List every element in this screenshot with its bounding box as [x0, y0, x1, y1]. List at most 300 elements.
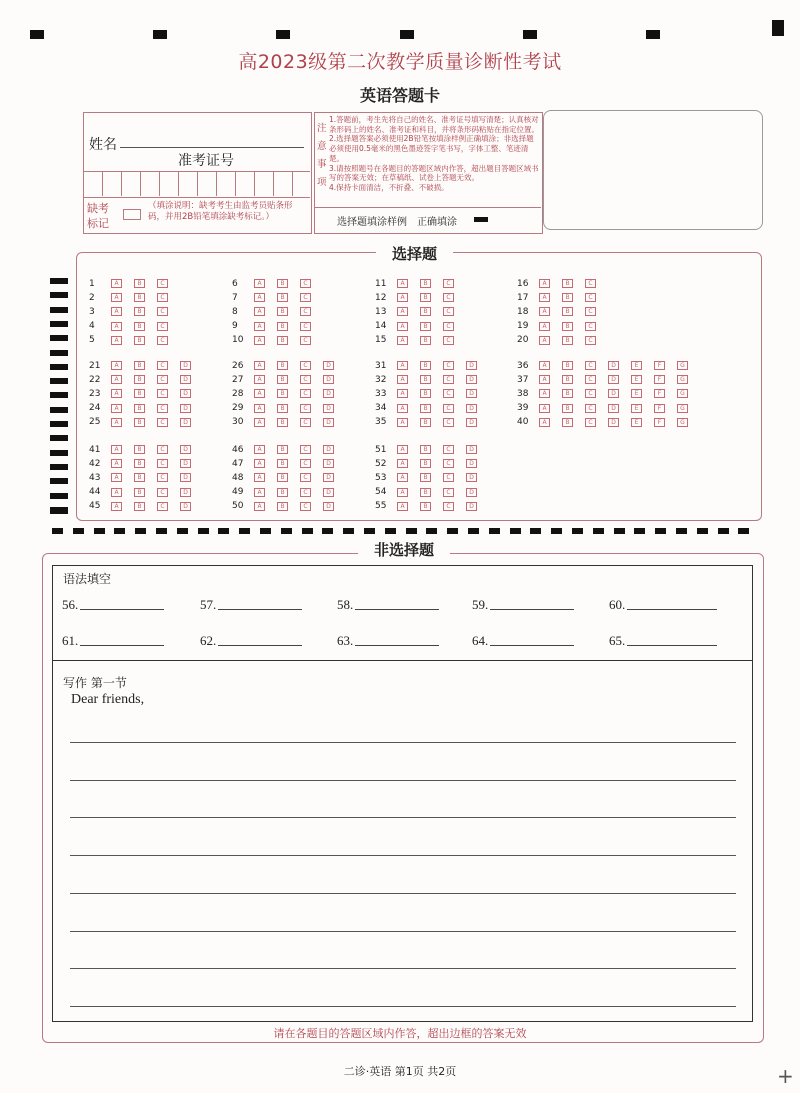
- exam-id-cell: [121, 171, 122, 196]
- question-number: 41: [89, 444, 101, 455]
- option-bubble[interactable]: B: [277, 293, 288, 302]
- option-bubble[interactable]: C: [443, 279, 454, 288]
- option-bubble[interactable]: A: [111, 307, 122, 316]
- option-bubble[interactable]: C: [157, 389, 168, 398]
- option-bubble[interactable]: C: [443, 445, 454, 454]
- option-bubble[interactable]: G: [677, 418, 688, 427]
- grammar-blank[interactable]: [472, 597, 574, 613]
- option-bubble[interactable]: D: [323, 459, 334, 468]
- grammar-blank[interactable]: [472, 633, 574, 649]
- option-bubble[interactable]: D: [608, 389, 619, 398]
- option-bubble[interactable]: B: [277, 445, 288, 454]
- option-bubble[interactable]: B: [134, 445, 145, 454]
- question-row: [375, 291, 466, 304]
- option-bubble[interactable]: B: [420, 307, 431, 316]
- option-bubble[interactable]: C: [300, 418, 311, 427]
- alignment-mark: [646, 30, 660, 39]
- option-bubble[interactable]: B: [134, 418, 145, 427]
- option-bubble[interactable]: C: [300, 473, 311, 482]
- question-number: 52: [375, 458, 387, 469]
- option-bubble[interactable]: D: [323, 473, 334, 482]
- option-bubble[interactable]: B: [420, 322, 431, 331]
- writing-line: [70, 855, 736, 856]
- option-bubble[interactable]: C: [585, 404, 596, 413]
- option-bubble[interactable]: D: [180, 361, 191, 370]
- exam-id-cell: [102, 171, 103, 196]
- option-bubble[interactable]: C: [157, 293, 168, 302]
- option-bubble[interactable]: C: [443, 361, 454, 370]
- option-bubble[interactable]: D: [466, 445, 477, 454]
- option-bubble[interactable]: B: [134, 361, 145, 370]
- writing-line: [70, 931, 736, 932]
- option-bubble[interactable]: D: [466, 389, 477, 398]
- option-bubble[interactable]: B: [134, 307, 145, 316]
- option-bubble[interactable]: C: [157, 375, 168, 384]
- notes-side-label: 注意事项: [317, 123, 327, 188]
- option-bubble[interactable]: B: [134, 488, 145, 497]
- option-bubble[interactable]: D: [466, 488, 477, 497]
- option-bubble[interactable]: C: [585, 322, 596, 331]
- option-bubble[interactable]: B: [134, 389, 145, 398]
- option-bubble[interactable]: A: [397, 336, 408, 345]
- option-bubble[interactable]: B: [420, 361, 431, 370]
- question-row: [517, 373, 700, 386]
- grammar-blank[interactable]: [337, 633, 439, 649]
- option-bubble[interactable]: B: [562, 307, 573, 316]
- option-bubble[interactable]: C: [443, 459, 454, 468]
- option-bubble[interactable]: A: [539, 361, 550, 370]
- option-bubble[interactable]: C: [157, 473, 168, 482]
- separator-dash: [302, 528, 313, 534]
- absent-checkbox[interactable]: [123, 209, 141, 220]
- option-bubble[interactable]: E: [631, 404, 642, 413]
- option-bubble[interactable]: D: [323, 361, 334, 370]
- option-bubble[interactable]: A: [111, 361, 122, 370]
- question-row: [375, 402, 489, 415]
- option-bubble[interactable]: D: [466, 375, 477, 384]
- option-bubble[interactable]: D: [466, 473, 477, 482]
- option-bubble[interactable]: D: [608, 361, 619, 370]
- option-bubble[interactable]: G: [677, 404, 688, 413]
- option-bubble[interactable]: C: [157, 502, 168, 511]
- option-bubble[interactable]: A: [111, 418, 122, 427]
- option-bubble[interactable]: B: [134, 502, 145, 511]
- option-bubble[interactable]: D: [180, 445, 191, 454]
- option-bubble[interactable]: D: [466, 418, 477, 427]
- option-bubble[interactable]: A: [111, 473, 122, 482]
- absent-note: （填涂说明：缺考考生由监考员贴条形码，并用2B铅笔填涂缺考标记。）: [148, 201, 293, 222]
- grammar-blank[interactable]: [200, 633, 302, 649]
- option-bubble[interactable]: B: [562, 361, 573, 370]
- option-bubble[interactable]: C: [300, 375, 311, 384]
- option-bubble[interactable]: A: [397, 418, 408, 427]
- option-bubble[interactable]: B: [562, 322, 573, 331]
- option-bubble[interactable]: C: [300, 322, 311, 331]
- option-bubble[interactable]: B: [277, 473, 288, 482]
- option-bubble[interactable]: C: [157, 404, 168, 413]
- option-bubble[interactable]: C: [443, 502, 454, 511]
- option-bubble[interactable]: A: [254, 293, 265, 302]
- option-bubble[interactable]: D: [466, 404, 477, 413]
- option-bubble[interactable]: B: [562, 375, 573, 384]
- option-bubble[interactable]: A: [111, 293, 122, 302]
- option-bubble[interactable]: A: [111, 389, 122, 398]
- option-bubble[interactable]: B: [420, 293, 431, 302]
- option-bubble[interactable]: C: [157, 445, 168, 454]
- option-bubble[interactable]: C: [157, 279, 168, 288]
- option-bubble[interactable]: B: [277, 336, 288, 345]
- option-bubble[interactable]: C: [443, 473, 454, 482]
- exam-id-cell: [178, 171, 179, 196]
- question-row: [517, 277, 608, 290]
- question-row: [375, 443, 489, 456]
- option-bubble[interactable]: F: [654, 361, 665, 370]
- option-bubble[interactable]: C: [157, 322, 168, 331]
- option-bubble[interactable]: A: [254, 473, 265, 482]
- option-bubble[interactable]: B: [562, 404, 573, 413]
- option-bubble[interactable]: B: [420, 279, 431, 288]
- option-bubble[interactable]: C: [443, 375, 454, 384]
- separator-dash: [614, 528, 625, 534]
- option-bubble[interactable]: B: [420, 502, 431, 511]
- question-row: [232, 500, 346, 513]
- option-bubble[interactable]: B: [277, 322, 288, 331]
- question-number: 28: [232, 388, 244, 399]
- option-bubble[interactable]: F: [654, 389, 665, 398]
- option-bubble[interactable]: D: [180, 404, 191, 413]
- option-bubble[interactable]: A: [539, 279, 550, 288]
- option-bubble[interactable]: D: [323, 445, 334, 454]
- separator-dash: [572, 528, 583, 534]
- option-bubble[interactable]: D: [466, 459, 477, 468]
- option-bubble[interactable]: A: [254, 322, 265, 331]
- question-row: [89, 500, 203, 513]
- option-bubble[interactable]: B: [277, 418, 288, 427]
- question-number: 35: [375, 417, 387, 428]
- option-bubble[interactable]: C: [443, 322, 454, 331]
- option-bubble[interactable]: D: [180, 502, 191, 511]
- option-bubble[interactable]: C: [157, 459, 168, 468]
- option-bubble[interactable]: E: [631, 418, 642, 427]
- option-bubble[interactable]: C: [443, 336, 454, 345]
- option-bubble[interactable]: C: [585, 375, 596, 384]
- option-bubble[interactable]: A: [254, 375, 265, 384]
- option-bubble[interactable]: B: [277, 459, 288, 468]
- question-number: 14: [375, 321, 387, 332]
- option-bubble[interactable]: E: [631, 375, 642, 384]
- option-bubble[interactable]: G: [677, 375, 688, 384]
- option-bubble[interactable]: A: [539, 336, 550, 345]
- timing-mark: [50, 335, 68, 341]
- timing-mark: [50, 450, 68, 456]
- option-bubble[interactable]: C: [443, 488, 454, 497]
- separator-dash: [52, 528, 63, 534]
- option-bubble[interactable]: B: [277, 389, 288, 398]
- option-bubble[interactable]: D: [180, 488, 191, 497]
- option-bubble[interactable]: C: [300, 293, 311, 302]
- option-bubble[interactable]: C: [585, 336, 596, 345]
- notes-list: [329, 115, 539, 193]
- option-bubble[interactable]: C: [300, 445, 311, 454]
- option-bubble[interactable]: B: [420, 404, 431, 413]
- question-row: [232, 359, 346, 372]
- option-bubble[interactable]: B: [277, 404, 288, 413]
- option-bubble[interactable]: C: [157, 361, 168, 370]
- question-number: 8: [232, 306, 238, 317]
- option-bubble[interactable]: A: [254, 307, 265, 316]
- question-row: [375, 471, 489, 484]
- option-bubble[interactable]: A: [254, 336, 265, 345]
- option-bubble[interactable]: B: [134, 322, 145, 331]
- option-bubble[interactable]: C: [443, 418, 454, 427]
- option-bubble[interactable]: D: [466, 361, 477, 370]
- option-bubble[interactable]: B: [420, 459, 431, 468]
- option-bubble[interactable]: E: [631, 389, 642, 398]
- option-bubble[interactable]: C: [300, 279, 311, 288]
- option-bubble[interactable]: A: [539, 418, 550, 427]
- option-bubble[interactable]: B: [277, 307, 288, 316]
- timing-mark: [50, 464, 68, 470]
- option-bubble[interactable]: A: [397, 502, 408, 511]
- question-row: [232, 277, 323, 290]
- option-bubble[interactable]: D: [323, 389, 334, 398]
- grammar-blank[interactable]: [62, 633, 164, 649]
- option-bubble[interactable]: A: [397, 459, 408, 468]
- option-bubble[interactable]: A: [254, 502, 265, 511]
- option-bubble[interactable]: A: [397, 404, 408, 413]
- option-bubble[interactable]: B: [277, 502, 288, 511]
- option-bubble[interactable]: A: [111, 322, 122, 331]
- option-bubble[interactable]: D: [323, 404, 334, 413]
- question-number: 24: [89, 403, 101, 414]
- option-bubble[interactable]: A: [397, 445, 408, 454]
- option-bubble[interactable]: B: [562, 336, 573, 345]
- option-bubble[interactable]: B: [134, 375, 145, 384]
- blank-number: 64.: [472, 633, 489, 648]
- question-row: [375, 486, 489, 499]
- option-bubble[interactable]: C: [585, 361, 596, 370]
- option-bubble[interactable]: C: [300, 336, 311, 345]
- option-bubble[interactable]: D: [608, 375, 619, 384]
- option-bubble[interactable]: G: [677, 389, 688, 398]
- option-bubble[interactable]: A: [539, 322, 550, 331]
- question-row: [232, 402, 346, 415]
- option-bubble[interactable]: D: [323, 502, 334, 511]
- separator-dash: [697, 528, 708, 534]
- option-bubble[interactable]: C: [157, 488, 168, 497]
- option-bubble[interactable]: B: [134, 473, 145, 482]
- option-bubble[interactable]: A: [111, 445, 122, 454]
- option-bubble[interactable]: A: [111, 375, 122, 384]
- option-bubble[interactable]: D: [323, 488, 334, 497]
- option-bubble[interactable]: A: [539, 389, 550, 398]
- question-number: 19: [517, 321, 529, 332]
- option-bubble[interactable]: B: [562, 279, 573, 288]
- question-number: 54: [375, 487, 387, 498]
- option-bubble[interactable]: A: [397, 488, 408, 497]
- question-number: 15: [375, 335, 387, 346]
- separator-dash: [655, 528, 666, 534]
- option-bubble[interactable]: A: [397, 307, 408, 316]
- option-bubble[interactable]: B: [134, 336, 145, 345]
- option-bubble[interactable]: C: [443, 307, 454, 316]
- option-bubble[interactable]: D: [180, 389, 191, 398]
- option-bubble[interactable]: B: [420, 389, 431, 398]
- timing-mark: [50, 421, 68, 427]
- option-bubble[interactable]: C: [300, 488, 311, 497]
- question-row: [89, 387, 203, 400]
- option-bubble[interactable]: A: [254, 404, 265, 413]
- option-bubble[interactable]: C: [443, 404, 454, 413]
- option-bubble[interactable]: C: [585, 279, 596, 288]
- option-bubble[interactable]: A: [397, 361, 408, 370]
- option-bubble[interactable]: A: [539, 404, 550, 413]
- exam-id-cell: [292, 171, 293, 196]
- option-bubble[interactable]: C: [585, 307, 596, 316]
- option-bubble[interactable]: A: [254, 459, 265, 468]
- option-bubble[interactable]: A: [397, 375, 408, 384]
- option-bubble[interactable]: A: [539, 293, 550, 302]
- grammar-blank[interactable]: [62, 597, 164, 613]
- option-bubble[interactable]: B: [277, 375, 288, 384]
- question-row: [232, 373, 346, 386]
- option-bubble[interactable]: C: [300, 459, 311, 468]
- option-bubble[interactable]: C: [157, 336, 168, 345]
- option-bubble[interactable]: D: [608, 404, 619, 413]
- option-bubble[interactable]: B: [134, 279, 145, 288]
- option-bubble[interactable]: B: [420, 336, 431, 345]
- option-bubble[interactable]: A: [397, 389, 408, 398]
- alignment-mark: [772, 20, 784, 36]
- grammar-blank[interactable]: [609, 597, 717, 613]
- option-bubble[interactable]: E: [631, 361, 642, 370]
- writing-line: [70, 968, 736, 969]
- option-bubble[interactable]: A: [397, 473, 408, 482]
- question-row: [89, 402, 203, 415]
- option-bubble[interactable]: A: [111, 336, 122, 345]
- sample-label: 选择题填涂样例: [337, 217, 407, 228]
- option-bubble[interactable]: D: [466, 502, 477, 511]
- option-bubble[interactable]: A: [254, 361, 265, 370]
- question-row: [375, 277, 466, 290]
- option-bubble[interactable]: C: [443, 293, 454, 302]
- option-bubble[interactable]: A: [111, 404, 122, 413]
- option-bubble[interactable]: C: [300, 307, 311, 316]
- question-number: 32: [375, 374, 387, 385]
- name-field[interactable]: [120, 147, 304, 148]
- option-bubble[interactable]: B: [134, 293, 145, 302]
- question-row: [517, 334, 608, 347]
- timing-mark: [50, 378, 68, 384]
- writing-divider: [52, 660, 752, 661]
- option-bubble[interactable]: C: [300, 361, 311, 370]
- timing-mark: [50, 321, 68, 327]
- timing-mark: [50, 307, 68, 313]
- option-bubble[interactable]: D: [180, 473, 191, 482]
- option-bubble[interactable]: C: [585, 293, 596, 302]
- question-number: 50: [232, 501, 244, 512]
- option-bubble[interactable]: D: [323, 375, 334, 384]
- question-row: [89, 416, 203, 429]
- option-bubble[interactable]: D: [180, 375, 191, 384]
- option-bubble[interactable]: A: [254, 279, 265, 288]
- option-bubble[interactable]: A: [111, 279, 122, 288]
- option-bubble[interactable]: G: [677, 361, 688, 370]
- question-number: 25: [89, 417, 101, 428]
- option-bubble[interactable]: B: [420, 445, 431, 454]
- option-bubble[interactable]: C: [443, 389, 454, 398]
- option-bubble[interactable]: A: [254, 445, 265, 454]
- option-bubble[interactable]: B: [277, 361, 288, 370]
- option-bubble[interactable]: D: [180, 459, 191, 468]
- option-bubble[interactable]: A: [397, 322, 408, 331]
- option-bubble[interactable]: B: [420, 488, 431, 497]
- option-bubble[interactable]: D: [608, 418, 619, 427]
- option-bubble[interactable]: D: [323, 418, 334, 427]
- option-bubble[interactable]: A: [254, 488, 265, 497]
- option-bubble[interactable]: C: [157, 418, 168, 427]
- separator-dash: [406, 528, 417, 534]
- question-row: [232, 387, 346, 400]
- option-bubble[interactable]: B: [562, 418, 573, 427]
- option-bubble[interactable]: A: [539, 375, 550, 384]
- question-number: 47: [232, 458, 244, 469]
- option-bubble[interactable]: D: [180, 418, 191, 427]
- option-bubble[interactable]: C: [300, 404, 311, 413]
- card-subtitle: 英语答题卡: [359, 86, 440, 105]
- option-bubble[interactable]: A: [111, 502, 122, 511]
- grammar-blank[interactable]: [609, 633, 717, 649]
- option-bubble[interactable]: A: [397, 279, 408, 288]
- option-bubble[interactable]: F: [654, 404, 665, 413]
- grammar-blank[interactable]: [337, 597, 439, 613]
- separator-dash: [385, 528, 396, 534]
- option-bubble[interactable]: A: [111, 488, 122, 497]
- option-bubble[interactable]: B: [277, 488, 288, 497]
- note-item: 3.请按照题号在各题目的答题区域内作答，超出题目答题区域书写的答案无效；在草稿纸、试卷上答题无效。: [329, 163, 539, 183]
- option-bubble[interactable]: C: [585, 418, 596, 427]
- option-bubble[interactable]: C: [300, 502, 311, 511]
- option-bubble[interactable]: A: [539, 307, 550, 316]
- option-bubble[interactable]: B: [277, 279, 288, 288]
- question-number: 45: [89, 501, 101, 512]
- writing-line: [70, 817, 736, 818]
- question-row: [232, 471, 346, 484]
- exam-title: 高2023级第二次教学质量诊断性考试: [238, 51, 562, 73]
- option-bubble[interactable]: B: [420, 473, 431, 482]
- alignment-mark: [153, 30, 167, 39]
- option-bubble[interactable]: C: [157, 307, 168, 316]
- option-bubble[interactable]: A: [397, 293, 408, 302]
- question-number: 39: [517, 403, 529, 414]
- option-bubble[interactable]: B: [562, 389, 573, 398]
- option-bubble[interactable]: F: [654, 375, 665, 384]
- option-bubble[interactable]: B: [420, 418, 431, 427]
- blank-number: 59.: [472, 597, 489, 612]
- option-bubble[interactable]: B: [134, 459, 145, 468]
- grammar-blank[interactable]: [200, 597, 302, 613]
- option-bubble[interactable]: B: [134, 404, 145, 413]
- option-bubble[interactable]: C: [585, 389, 596, 398]
- option-bubble[interactable]: A: [254, 389, 265, 398]
- option-bubble[interactable]: F: [654, 418, 665, 427]
- question-row: [517, 402, 700, 415]
- option-bubble[interactable]: B: [420, 375, 431, 384]
- option-bubble[interactable]: C: [300, 389, 311, 398]
- option-bubble[interactable]: B: [562, 293, 573, 302]
- option-bubble[interactable]: A: [111, 459, 122, 468]
- option-bubble[interactable]: A: [254, 418, 265, 427]
